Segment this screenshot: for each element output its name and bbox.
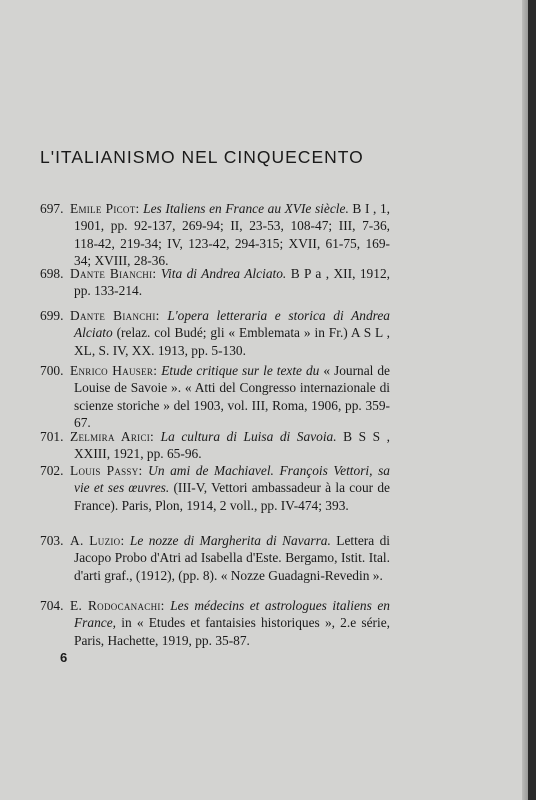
entry-author: Louis Passy: [70, 463, 143, 478]
entry-author: Zelmira Arici: [70, 429, 155, 444]
entry-citation: in « Etudes et fantaisies historiques », 2.e série, Paris, Hachette, 1919, pp. 35-87. [74, 615, 390, 648]
entry-body [70, 200, 390, 269]
entry-number: 704. [40, 598, 64, 613]
entry-citation: B S S , XXIII, 1921, pp. 65-96. [74, 429, 390, 462]
entry-citation: « Journal de Louise de Savoie ». « Atti del Congresso internazionale di scienze storiche » del 1903, vol. III, Roma, 1906, pp. 359-67. [74, 363, 391, 430]
entry-citation: (relaz. col Budé; gli « Emblemata » in Fr.) A S L , XL, S. IV, XX. 1913, pp. 5-130. [74, 325, 390, 358]
entry-citation: Lettera di Jacopo Probo d'Atri ad Isabella d'Este. Bergamo, Istit. Ital. d'arti graf., (1912), (pp. 8). « Nozze Guadagni-Revedin ». [74, 533, 390, 583]
entry-work-title: Le nozze di Margherita di Navarra. [129, 533, 331, 548]
bibliography-entry-699 [40, 307, 390, 359]
entry-body [70, 532, 390, 584]
entry-number: 698. [40, 266, 64, 281]
entry-body [70, 265, 390, 300]
entry-author: Enrico Hauser: [70, 363, 158, 378]
page-title: L'ITALIANISMO NEL CINQUECENTO [40, 147, 364, 167]
entry-citation: B P a , XII, 1912, pp. 133-214. [74, 266, 390, 299]
entry-work-title: Vita di Andrea Alciato. [160, 266, 287, 281]
entry-work-title: Un ami de Machiavel. François Vettori, sa vie et ses œuvres. [74, 463, 390, 496]
entry-body [70, 462, 390, 514]
entry-body [70, 307, 390, 359]
entry-number: 700. [40, 363, 64, 378]
entry-work-title: Etude critique sur le texte du [161, 363, 320, 378]
bibliography-entry-703 [40, 532, 390, 584]
entry-work-title: Les médecins et astrologues italiens en France, [74, 598, 390, 631]
entry-author: A. Luzio: [70, 533, 125, 548]
entry-body [70, 597, 390, 649]
entry-author: Emile Picot: [70, 201, 140, 216]
entry-author: Dante Bianchi: [70, 266, 157, 281]
bibliography-entry-698 [40, 265, 390, 300]
bibliography-entry-697 [40, 200, 390, 269]
entry-citation: B I , 1, 1901, pp. 92-137, 269-94; II, 23-53, 108-47; III, 7-36, 118-42, 219-34; IV, 123-42, 294-315; XVII, 61-75, 169-34; XVIII, 28-36. [74, 201, 390, 268]
entry-author: E. Rodocanachi: [70, 598, 165, 613]
entry-work-title: La cultura di Luisa di Savoia. [160, 429, 337, 444]
entry-body [70, 362, 390, 431]
entry-number: 701. [40, 429, 64, 444]
bibliography-entry-704 [40, 597, 390, 649]
bibliography-entry-701 [40, 428, 390, 463]
entry-number: 703. [40, 533, 64, 548]
entry-author: Dante Bianchi: [70, 308, 160, 323]
entry-number: 702. [40, 463, 64, 478]
page-number: 6 [60, 650, 68, 665]
entry-work-title: L'opera letteraria e storica di Andrea Alciato [74, 308, 391, 341]
bibliography-entry-700 [40, 362, 390, 431]
entry-body [70, 428, 390, 463]
entry-citation: (III-V, Vettori ambassadeur à la cour de France). Paris, Plon, 1914, 2 voll., pp. IV-474; 393. [74, 480, 390, 513]
entry-number: 699. [40, 308, 64, 323]
entry-work-title: Les Italiens en France au XVIe siècle. [143, 201, 349, 216]
entry-number: 697. [40, 201, 64, 216]
bibliography-entry-702 [40, 462, 390, 514]
